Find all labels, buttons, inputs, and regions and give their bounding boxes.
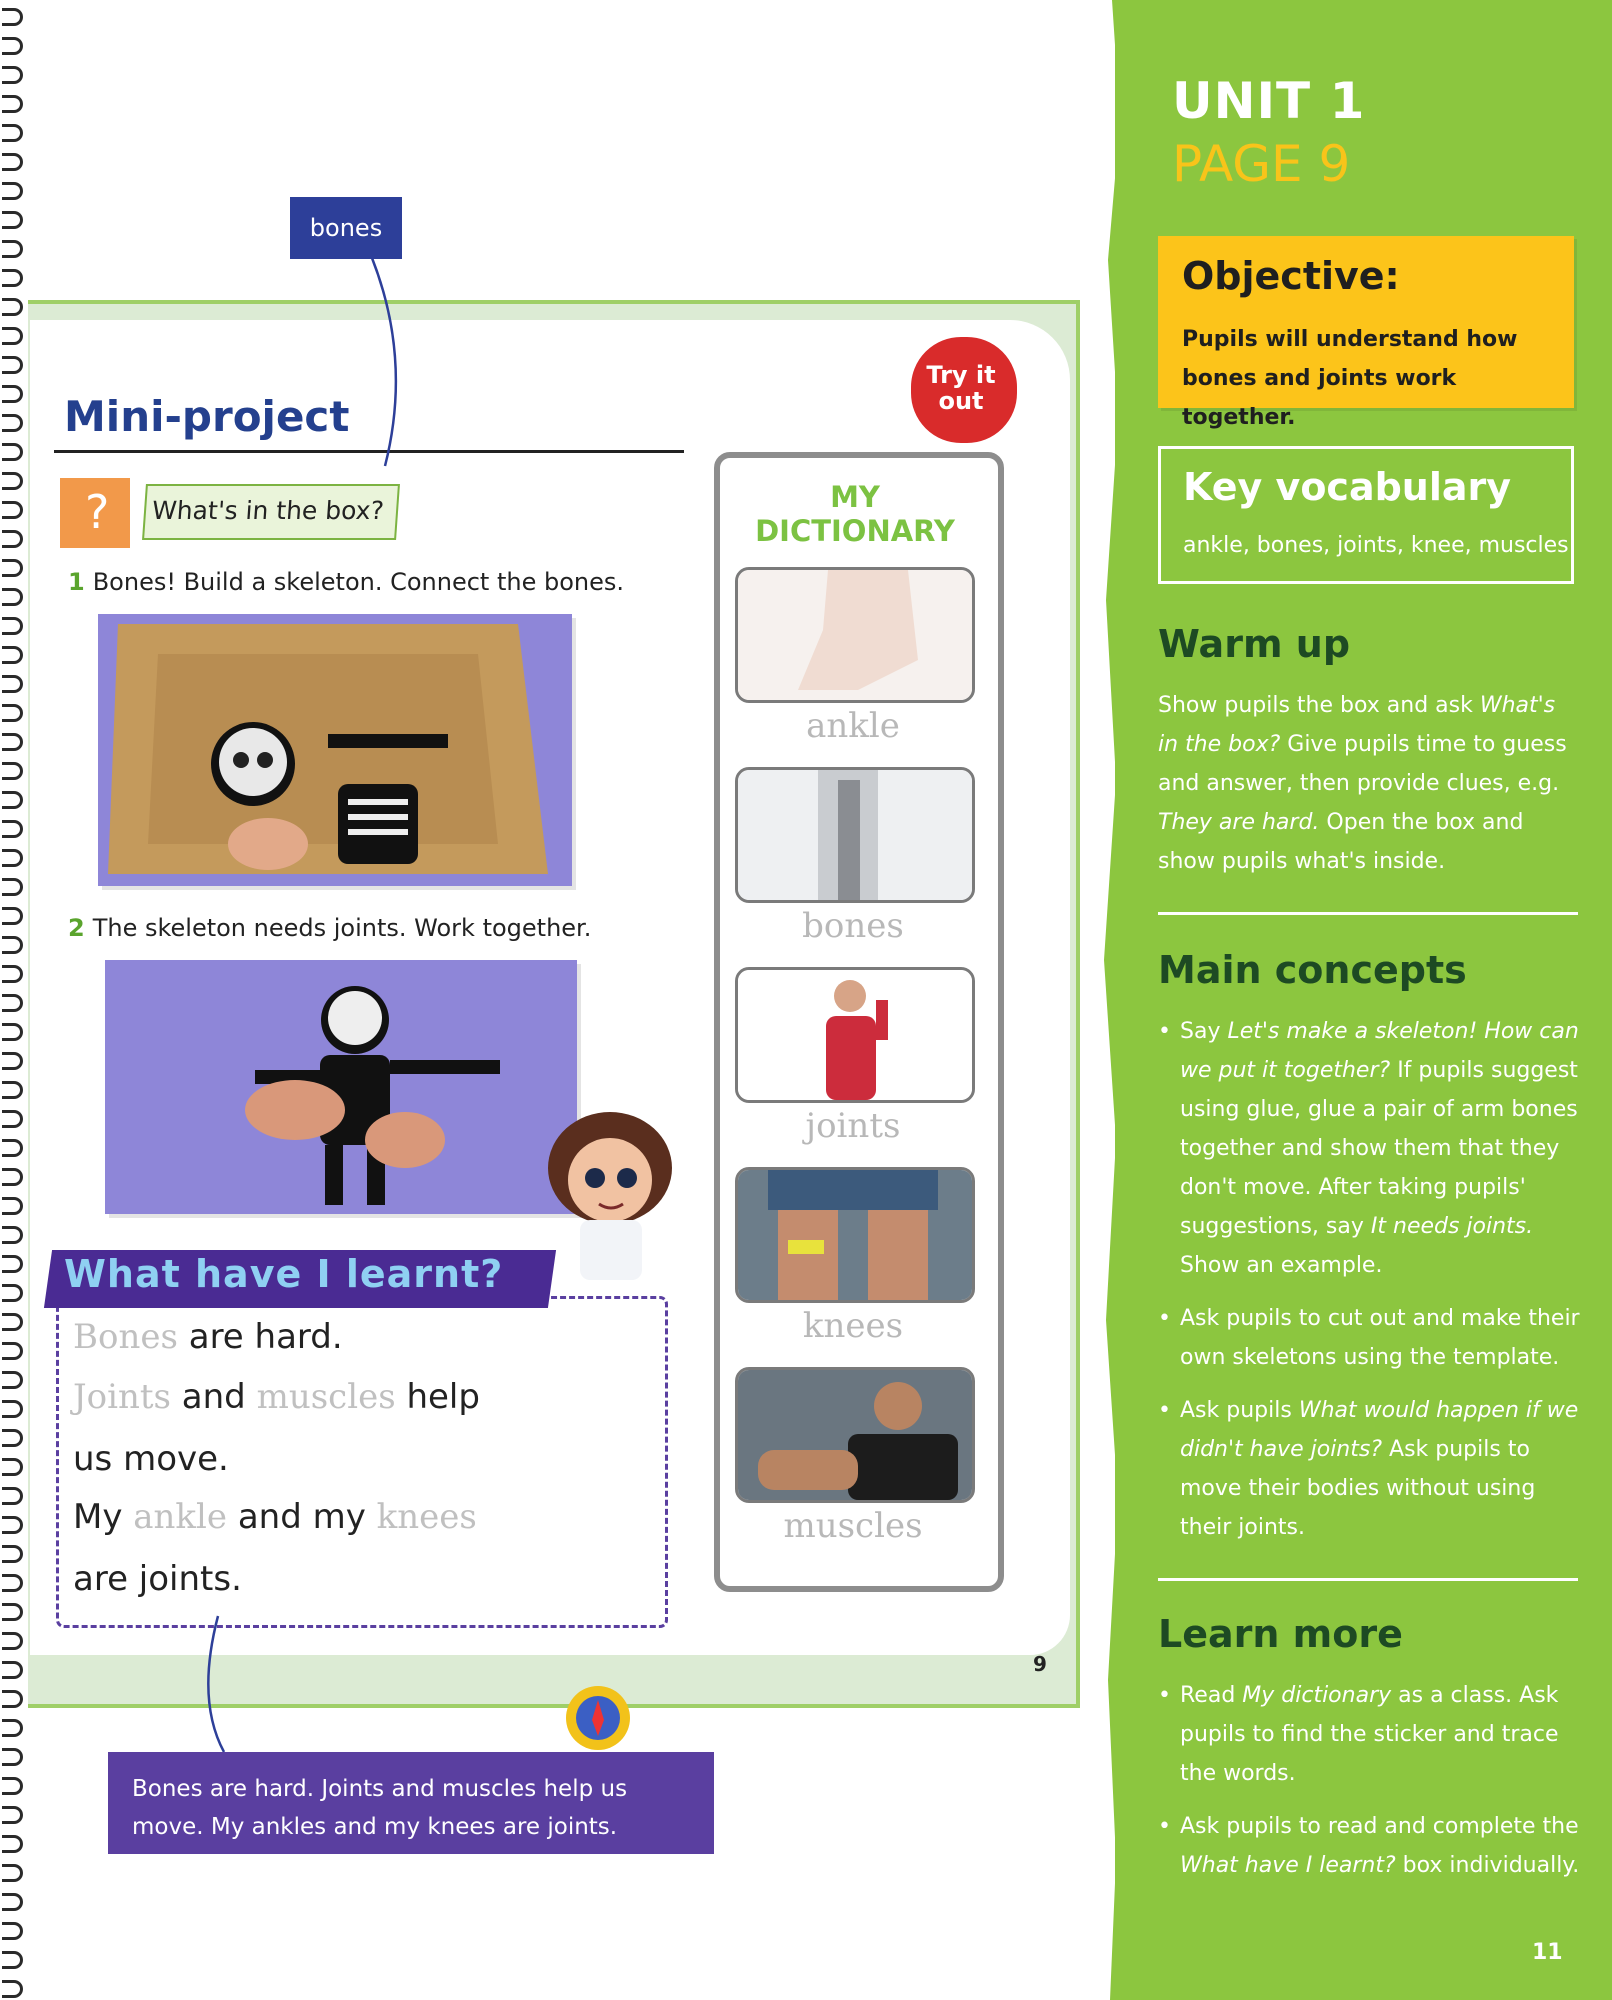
answer-callout bbox=[108, 1752, 714, 1854]
dictionary-word-joints: joints bbox=[805, 1106, 901, 1146]
learn-more-title: Learn more bbox=[1158, 1612, 1403, 1656]
bullet-item: • Say Let's make a skeleton! How can we put it together? If pupils suggest using glue, glue a pair of arm bones together and show them that they don't move. After taking pupils' suggestions, say It needs joints. Show an example. bbox=[1158, 1012, 1582, 1285]
learnt-line: Joints and muscles help bbox=[73, 1377, 480, 1417]
what-have-i-learnt-title: What have I learnt? bbox=[64, 1252, 504, 1296]
learnt-line: Bones are hard. bbox=[73, 1317, 343, 1357]
main-concepts-title: Main concepts bbox=[1158, 948, 1467, 992]
dictionary-word-ankle: ankle bbox=[806, 706, 900, 746]
step-2-text: The skeleton needs joints. Work together. bbox=[92, 914, 592, 942]
bullet-item: • Ask pupils to cut out and make their own skeletons using the template. bbox=[1158, 1299, 1582, 1377]
compass-icon bbox=[560, 1682, 640, 1752]
key-vocabulary-text: ankle, bones, joints, knee, muscles bbox=[1183, 533, 1569, 558]
bullet-item: • Read My dictionary as a class. Ask pupils to find the sticker and trace the words. bbox=[1158, 1676, 1582, 1793]
dictionary-word-knees: knees bbox=[802, 1306, 904, 1346]
answer-callout-text: Bones are hard. Joints and muscles help us move. My ankles and my knees are joints. bbox=[132, 1776, 628, 1840]
learnt-line: My ankle and my knees bbox=[73, 1497, 477, 1537]
try-it-out-text: Try it out bbox=[926, 361, 996, 415]
unit-label: UNIT 1 bbox=[1172, 72, 1366, 130]
box-question-text: What's in the box? bbox=[151, 496, 385, 525]
page-label: PAGE 9 bbox=[1172, 135, 1351, 193]
vocabulary-callout-text: bones bbox=[309, 214, 383, 242]
warm-up-text: Show pupils the box and ask What's in the box? Give pupils time to guess and answer, then provide clues, e.g. They are hard. Open the box and show pupils what's inside. bbox=[1158, 693, 1567, 874]
student-book-page-number: 9 bbox=[1033, 1652, 1047, 1676]
learnt-line: us move. bbox=[73, 1439, 229, 1479]
key-vocabulary-title: Key vocabulary bbox=[1183, 465, 1512, 509]
bullet-item: • Ask pupils What would happen if we didn't have joints? Ask pupils to move their bodies without using their joints. bbox=[1158, 1391, 1582, 1547]
my-dictionary-title: MY DICTIONARY bbox=[755, 480, 955, 548]
warm-up-title: Warm up bbox=[1158, 622, 1351, 666]
bullet-item: • Ask pupils to read and complete the What have I learnt? box individually. bbox=[1158, 1807, 1582, 1885]
question-mark: ? bbox=[85, 485, 110, 539]
dictionary-word-muscles: muscles bbox=[783, 1506, 923, 1546]
dictionary-word-bones: bones bbox=[802, 906, 904, 946]
teacher-page-number: 11 bbox=[1532, 1940, 1563, 1965]
objective-text: Pupils will understand how bones and joints work together. bbox=[1182, 327, 1518, 430]
step-1-text: Bones! Build a skeleton. Connect the bones. bbox=[92, 568, 625, 596]
mini-project-title: Mini-project bbox=[64, 392, 350, 441]
objective-title: Objective: bbox=[1182, 254, 1400, 298]
step-2-number: 2 bbox=[68, 914, 85, 942]
learnt-line: are joints. bbox=[73, 1559, 242, 1599]
step-1-number: 1 bbox=[68, 568, 85, 596]
vocabulary-callout bbox=[290, 197, 402, 259]
